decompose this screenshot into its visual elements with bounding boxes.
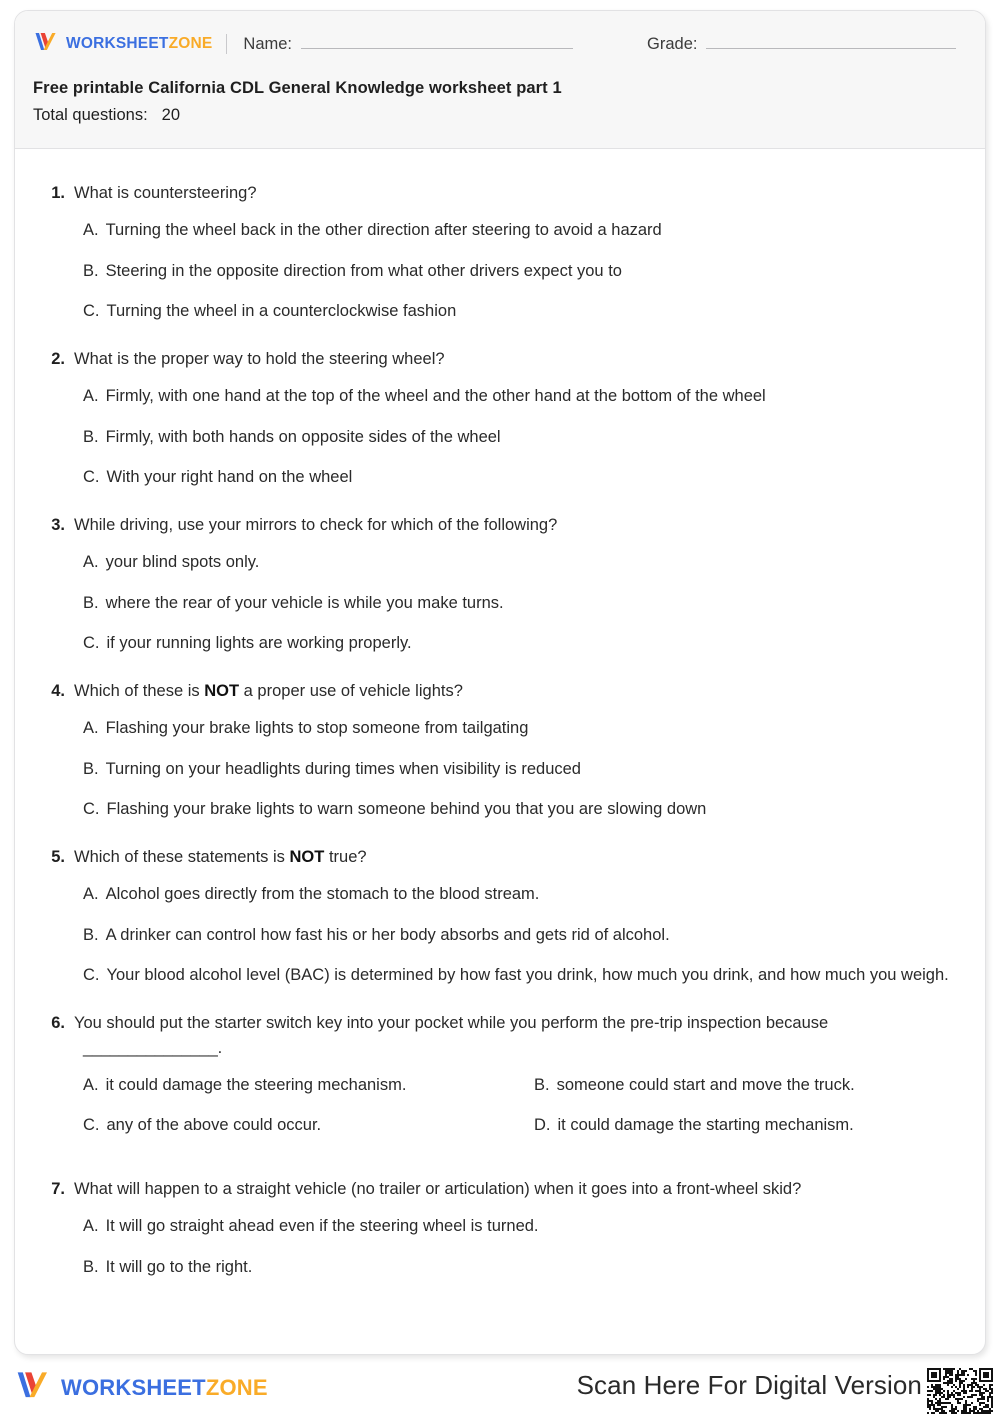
option-list (83, 550, 955, 656)
option-list (83, 1214, 955, 1280)
option-text: it could damage the steering mechanism. (105, 1075, 407, 1094)
name-field[interactable] (243, 34, 573, 54)
option-text: With your right hand on the wheel (106, 468, 353, 487)
header-divider (226, 34, 227, 54)
question-text-part: a proper use of vehicle lights? (239, 682, 463, 700)
option-text: It will go to the right. (105, 1257, 253, 1276)
option-letter: C. (83, 1116, 100, 1135)
question-number: 7. (51, 1180, 65, 1198)
option-item[interactable] (83, 550, 955, 575)
brand-name-second: ZONE (168, 35, 213, 52)
option-item[interactable] (83, 923, 955, 948)
option-letter: B. (83, 427, 99, 446)
option-letter: B. (83, 1257, 99, 1276)
option-text: Turning the wheel back in the other direction after steering to avoid a hazard (105, 220, 662, 239)
question-head (45, 181, 955, 206)
worksheet-card (14, 10, 986, 1355)
question-head (45, 513, 955, 538)
question-emphasis: NOT (204, 682, 240, 700)
option-item[interactable] (83, 963, 955, 988)
footer-brand-name-second: ZONE (205, 1375, 268, 1400)
option-text: if your running lights are working properly. (106, 634, 412, 653)
option-letter: C. (83, 302, 100, 321)
question-item (45, 845, 955, 988)
brand-name (66, 35, 212, 53)
question-item (45, 181, 955, 324)
option-text: any of the above could occur. (106, 1116, 322, 1135)
w-logo-icon (14, 1368, 52, 1408)
option-letter: A. (83, 220, 99, 239)
header-identity-row (33, 27, 967, 61)
option-item[interactable] (83, 218, 955, 243)
footer-brand-name (61, 1375, 268, 1401)
question-number: 4. (51, 682, 65, 700)
option-list (83, 384, 955, 490)
option-letter: B. (83, 925, 99, 944)
question-text (74, 679, 955, 704)
total-questions-line (33, 104, 967, 128)
option-item[interactable] (83, 1214, 955, 1239)
option-list (83, 882, 955, 988)
option-item[interactable] (83, 757, 955, 782)
brand-logo (33, 30, 212, 59)
footer-brand-logo (14, 1368, 268, 1408)
option-text: Firmly, with both hands on opposite sides of the wheel (105, 427, 501, 446)
option-text: Steering in the opposite direction from what other drivers expect you to (105, 261, 622, 280)
title-block (33, 77, 967, 128)
option-item[interactable] (534, 1113, 955, 1138)
question-number: 6. (51, 1014, 65, 1032)
question-text (74, 845, 955, 870)
question-number: 2. (51, 350, 65, 368)
option-letter: A. (83, 1075, 99, 1094)
question-text: What will happen to a straight vehicle (no trailer or articulation) when it goes into a front-wheel skid? (74, 1180, 802, 1198)
option-letter: C. (83, 966, 100, 985)
option-item[interactable] (83, 591, 955, 616)
question-head (45, 845, 955, 870)
option-item[interactable] (83, 384, 955, 409)
worksheet-title: Free printable California CDL General Knowledge worksheet part 1 (33, 79, 562, 97)
option-text: Flashing your brake lights to stop someone from tailgating (105, 718, 529, 737)
option-list (83, 716, 955, 822)
worksheet-header (15, 11, 985, 149)
question-item (45, 1011, 955, 1154)
grade-field[interactable] (647, 34, 956, 54)
option-letter: B. (83, 759, 99, 778)
option-item[interactable] (83, 882, 955, 907)
question-head (45, 347, 955, 372)
question-item (45, 1177, 955, 1279)
question-head (45, 679, 955, 704)
option-text: It will go straight ahead even if the steering wheel is turned. (105, 1216, 539, 1235)
name-label: Name: (243, 35, 293, 53)
option-item[interactable] (83, 1073, 504, 1098)
option-letter: C. (83, 468, 100, 487)
question-number: 1. (51, 184, 65, 202)
question-text-part: true? (324, 848, 367, 866)
option-item[interactable] (83, 631, 955, 656)
option-text: your blind spots only. (105, 552, 260, 571)
option-text: Your blood alcohol level (BAC) is determined by how fast you drink, how much you drink, and how much you weigh. (106, 966, 949, 985)
option-item[interactable] (83, 1113, 504, 1138)
question-text-part: Which of these statements is (74, 848, 290, 866)
question-text: What is the proper way to hold the steering wheel? (74, 350, 445, 368)
grade-input-rule[interactable] (706, 34, 956, 49)
question-text: While driving, use your mirrors to check for which of the following? (74, 516, 558, 534)
footer-brand-name-first: WORKSHEET (61, 1375, 206, 1400)
option-text: Flashing your brake lights to warn someone behind you that you are slowing down (106, 800, 707, 819)
option-text: Firmly, with one hand at the top of the wheel and the other hand at the bottom of the wheel (105, 386, 766, 405)
brand-name-first: WORKSHEET (66, 35, 169, 52)
question-emphasis: NOT (289, 848, 325, 866)
total-questions-label: Total questions: (33, 105, 148, 124)
option-text: Turning the wheel in a counterclockwise fashion (106, 302, 457, 321)
option-item[interactable] (83, 465, 955, 490)
question-text-part: Which of these is (74, 682, 205, 700)
option-letter: B. (83, 261, 99, 280)
option-item[interactable] (83, 425, 955, 450)
question-text: What is countersteering? (74, 184, 257, 202)
name-input-rule[interactable] (301, 34, 573, 49)
option-letter: C. (83, 634, 100, 653)
option-letter: B. (534, 1075, 550, 1094)
question-item (45, 679, 955, 822)
question-head (45, 1177, 955, 1202)
option-text: Alcohol goes directly from the stomach to the blood stream. (105, 884, 540, 903)
option-list (83, 1073, 955, 1155)
option-letter: D. (534, 1116, 551, 1135)
option-item[interactable] (83, 299, 955, 324)
option-letter: C. (83, 800, 100, 819)
scan-prompt-text: Scan Here For Digital Version (576, 1370, 922, 1400)
option-item[interactable] (83, 797, 955, 822)
answer-blank[interactable]: _______________. (83, 1038, 223, 1057)
grade-label: Grade: (647, 35, 698, 53)
question-item (45, 347, 955, 490)
question-item (45, 513, 955, 656)
option-letter: A. (83, 1216, 99, 1235)
option-letter: B. (83, 593, 99, 612)
option-item[interactable] (83, 1255, 955, 1280)
qr-code-icon[interactable] (924, 1365, 996, 1414)
option-text: Turning on your headlights during times when visibility is reduced (105, 759, 581, 778)
option-item[interactable] (83, 259, 955, 284)
option-text: someone could start and move the truck. (556, 1075, 855, 1094)
questions-list (15, 149, 985, 1322)
page-footer (0, 1362, 1000, 1414)
question-head (45, 1011, 955, 1036)
option-letter: A. (83, 552, 99, 571)
option-text: it could damage the starting mechanism. (557, 1116, 854, 1135)
question-number: 3. (51, 516, 65, 534)
option-item[interactable] (534, 1073, 955, 1098)
option-letter: A. (83, 718, 99, 737)
option-text: A drinker can control how fast his or her body absorbs and gets rid of alcohol. (105, 925, 670, 944)
total-questions-value: 20 (161, 105, 181, 124)
option-list (83, 218, 955, 324)
option-item[interactable] (83, 716, 955, 741)
option-text: where the rear of your vehicle is while you make turns. (105, 593, 504, 612)
question-number: 5. (51, 848, 65, 866)
option-letter: A. (83, 884, 99, 903)
option-letter: A. (83, 386, 99, 405)
w-logo-icon (33, 30, 59, 59)
question-text: You should put the starter switch key into your pocket while you perform the pre-trip inspection because (74, 1014, 829, 1032)
